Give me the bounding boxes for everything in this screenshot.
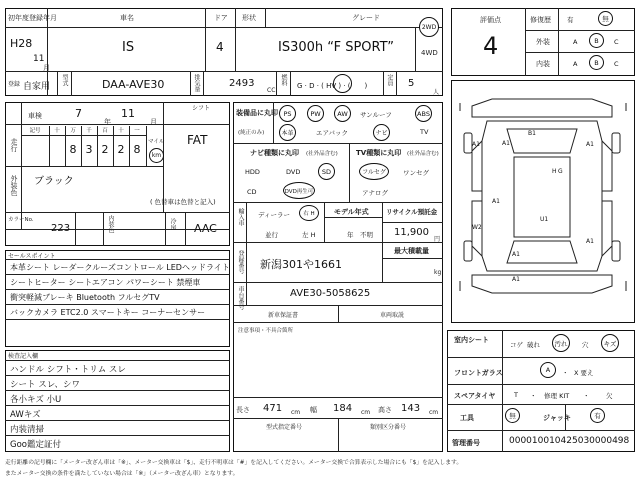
length-label: 長さ: [236, 406, 250, 414]
inspector-notes-label: 検査記入欄: [8, 353, 39, 360]
mileage-km-circle: km: [149, 148, 164, 163]
spare-missing: 欠: [606, 392, 613, 400]
seat-tear: 破れ: [527, 341, 540, 349]
import-parallel: 並行: [265, 231, 278, 239]
new-warranty: 新車保証書: [268, 312, 299, 319]
exterior-color: ブラック: [34, 176, 74, 187]
mark-a1-rear-right: A1: [586, 238, 594, 245]
width-label: 幅: [310, 406, 317, 414]
classification: 自家用: [23, 82, 51, 92]
score-value: 4: [483, 32, 499, 60]
car-name-label: 車名: [120, 14, 134, 22]
equip-ps: PS: [279, 105, 296, 122]
equip-navi: ナビ: [373, 124, 390, 141]
seat-label: 室内シート: [454, 336, 489, 344]
mark-a1-left-door: A1: [492, 198, 500, 205]
mileage-label: 走行: [10, 138, 18, 152]
first-reg-month-unit: 月: [43, 64, 50, 72]
notes-label: 注意事項・不具合箇所: [238, 328, 294, 334]
height-unit: cm: [429, 409, 439, 416]
interior-grade-c: C: [614, 60, 619, 68]
tv-label: TV種類に丸印: [356, 149, 402, 157]
model-year-value: 年 不明: [347, 231, 373, 239]
inspection-year-unit: 年: [104, 118, 111, 126]
car-diagram: [452, 81, 634, 322]
note-line-4: AWキズ: [10, 410, 41, 420]
exterior-grade-label: 外装: [536, 38, 550, 46]
sales-points-label: セールスポイント: [8, 253, 56, 260]
length-unit: cm: [291, 409, 301, 416]
note-line-6: Goo鑑定証付: [10, 440, 61, 450]
footnote-line-1: 走行距離の記号欄に「メーター改ざん車は「※」、メーター交換車は「$」、走行不明車は「#」を記入してください。メーター交換で合算表示した場合にも「$」を記入します。: [5, 460, 463, 466]
repair-yes: 有: [567, 16, 574, 24]
mark-u1-center: U1: [540, 216, 549, 223]
exterior-grade-a: A: [573, 38, 578, 46]
interior-grade-a: A: [573, 60, 578, 68]
spare-label: スペアタイヤ: [454, 392, 496, 400]
mark-a1-front-right: A1: [586, 141, 594, 148]
note-line-3: 各小キズ 小U: [10, 395, 62, 405]
sales-point-line-1: 本革シート レーダークルーズコントロール LEDヘッドライト: [10, 263, 230, 272]
navi-sd: SD: [318, 163, 335, 180]
recycle-unit: 円: [434, 236, 441, 243]
sales-point-line-2: シートヒーター シートエアコン パワーシート 禁煙車: [10, 278, 201, 287]
seat-stain-circle: 汚れ: [552, 334, 570, 352]
mark-a1-rear-bumper: A1: [512, 276, 520, 283]
mark-a1-front: A1: [502, 140, 510, 147]
ac-label: 冷房: [169, 218, 176, 230]
grade-value: IS300h “F SPORT”: [278, 40, 395, 55]
tools-label: 工具: [460, 414, 474, 422]
inspection-label: 車検: [28, 112, 42, 120]
repair-no-circle: 無: [598, 11, 613, 26]
color-code-value: 223: [51, 223, 71, 234]
interior-grade-label: 内装: [536, 60, 550, 68]
mileage-headers: 記号 十 万 千 百 十 一: [29, 128, 140, 134]
repair-label: 修復歴: [530, 16, 551, 24]
navi-cd: CD: [247, 188, 257, 196]
mileage-mile-unit: マイル: [148, 139, 165, 145]
equip-tv: TV: [420, 128, 429, 136]
inspection-year: 7: [75, 107, 82, 120]
spare-repair-kit: 修理 KIT: [544, 392, 570, 400]
interior-color-label: 内装色: [107, 215, 114, 233]
navi-dvd: DVD: [286, 168, 301, 176]
inspection-month-unit: 月: [150, 118, 157, 126]
mark-a1-front-left: A1: [472, 141, 480, 148]
mark-a1-rear: A1: [512, 251, 520, 258]
interior-grade-b: B: [589, 55, 604, 70]
equip-leather: 本革: [279, 124, 296, 141]
ac-value: AAC: [194, 222, 217, 235]
displacement-value: 2493: [229, 78, 255, 89]
import-label: 輸入車: [237, 208, 244, 226]
category-label: 類別区分番号: [370, 424, 407, 431]
note-line-5: 内装清掃: [10, 425, 45, 435]
fuel-label: 燃料: [280, 74, 287, 86]
jack-label: ジャッキ: [543, 414, 571, 422]
management-label: 管理番号: [452, 439, 480, 447]
type-label: 型式: [61, 74, 68, 86]
shift-label: シフト: [192, 105, 211, 112]
drive-2wd-circle: 2WD: [419, 17, 439, 37]
exterior-grade-b: B: [589, 33, 604, 48]
front-glass-label: フロントガラス: [454, 369, 503, 377]
navi-dvd-play: DVD再生可: [283, 182, 315, 199]
width-value: 184: [333, 403, 353, 414]
tv-note: (社外品含む): [407, 151, 439, 157]
length-value: 471: [263, 403, 283, 414]
model-year-label: モデル年式: [334, 208, 369, 216]
grade-label: グレード: [352, 14, 380, 22]
car-name: IS: [122, 40, 135, 55]
exterior-grade-c: C: [614, 38, 619, 46]
seat-burn: コゲ: [510, 341, 523, 349]
drive-4wd: 4WD: [421, 49, 438, 57]
equipment-sublabel: (純正のみ): [238, 130, 265, 136]
import-left-hand: 左 H: [302, 231, 316, 239]
exterior-label: 外装色: [10, 175, 18, 196]
recycle-label: リサイクル預託金: [386, 208, 438, 216]
jack-yes-circle: 有: [590, 408, 605, 423]
model-code: DAA-AVE30: [102, 78, 165, 91]
equip-aw: AW: [334, 105, 351, 122]
mark-h-roof: H: [552, 168, 557, 175]
navi-label: ナビ種類に丸印: [250, 149, 299, 157]
seat-scratch-circle: キズ: [601, 334, 619, 352]
max-load-unit: kg: [434, 269, 442, 276]
spare-dot-1: ・: [530, 392, 537, 400]
chassis-number: AVE30-5058625: [290, 288, 371, 299]
navi-hdd: HDD: [245, 168, 260, 176]
mark-b1-bonnet: B1: [528, 130, 536, 137]
note-line-1: ハンドル シフト・トリム スレ: [10, 365, 126, 375]
inspection-month: 11: [121, 107, 135, 120]
capacity-label: 定員: [386, 74, 393, 86]
spare-dot-2: ・: [583, 392, 590, 400]
fuel-hv-circle: [333, 74, 352, 93]
sales-point-line-4: バックカメラ ETC2.0 スマートキー コーナーセンサー: [10, 308, 206, 317]
type-cert-label: 型式指定番号: [266, 424, 303, 431]
score-label: 評価点: [480, 16, 501, 24]
max-load-label: 最大積載量: [394, 247, 429, 255]
import-dealer: ディーラー: [258, 211, 290, 219]
fuel-options: G · D · ( HV ) · ( ): [297, 82, 368, 90]
recycle-amount: 11,900: [394, 227, 429, 238]
equip-pw: PW: [307, 105, 324, 122]
navi-note: (社外品含む): [306, 151, 338, 157]
height-value: 143: [401, 403, 421, 414]
registration-label: 登録: [8, 81, 21, 88]
front-glass-replace: X 要え: [574, 369, 594, 377]
plate-number: 新潟301や1661: [260, 258, 342, 271]
first-reg-month: 11: [33, 54, 45, 64]
width-unit: cm: [361, 409, 371, 416]
equipment-label: 装備品に丸印: [236, 109, 278, 117]
note-line-2: シート スレ、シワ: [10, 380, 81, 390]
height-label: 高さ: [378, 406, 392, 414]
front-glass-dot: ・: [562, 369, 569, 377]
tv-analog: アナログ: [362, 189, 388, 197]
plate-label: 登録番号: [237, 250, 244, 274]
tools-none-circle: 無: [505, 408, 520, 423]
spare-tire: T: [514, 391, 518, 399]
equip-airbag: エアバック: [316, 129, 348, 137]
capacity-value: 5: [408, 78, 415, 89]
mileage-digits: 8 3 2 2 8: [69, 143, 141, 156]
import-right-hand: 右 H: [299, 205, 319, 221]
displacement-unit: CC: [267, 87, 276, 94]
color-code-label: カラーNo.: [8, 217, 34, 223]
equip-sunroof: サンルーフ: [360, 111, 392, 119]
doors-label: ドア: [214, 14, 228, 22]
owner-manual: 車両取説: [380, 312, 405, 319]
displacement-label: 排気量: [193, 74, 200, 92]
tv-fullseg: フルセグ: [359, 163, 389, 180]
tv-oneseg: ワンセグ: [403, 169, 429, 177]
color-change-note: ( 色替車は色替と記入): [150, 198, 216, 206]
mark-w2-left: W2: [472, 224, 482, 231]
front-glass-a-circle: A: [540, 362, 556, 378]
doors-value: 4: [216, 40, 224, 54]
first-reg-year: H28: [10, 37, 33, 50]
equip-abs: ABS: [415, 105, 432, 122]
body-type-label: 形状: [242, 14, 256, 22]
first-reg-label: 初年度登録年月: [8, 14, 57, 22]
footnote-line-2: またメーター交換の条件を満たしていない場合は「※」（メーター改ざん車）となります。: [5, 471, 239, 477]
mark-g-roof: G: [558, 168, 563, 175]
sales-point-line-3: 衝突軽減ブレーキ Bluetooth フルセグTV: [10, 293, 160, 302]
management-number: 000010010425030000498: [509, 436, 630, 446]
chassis-label: 車台番号: [237, 286, 244, 310]
seat-hole: 穴: [582, 341, 589, 349]
shift-value: FAT: [187, 133, 208, 147]
capacity-unit: 人: [433, 89, 440, 96]
